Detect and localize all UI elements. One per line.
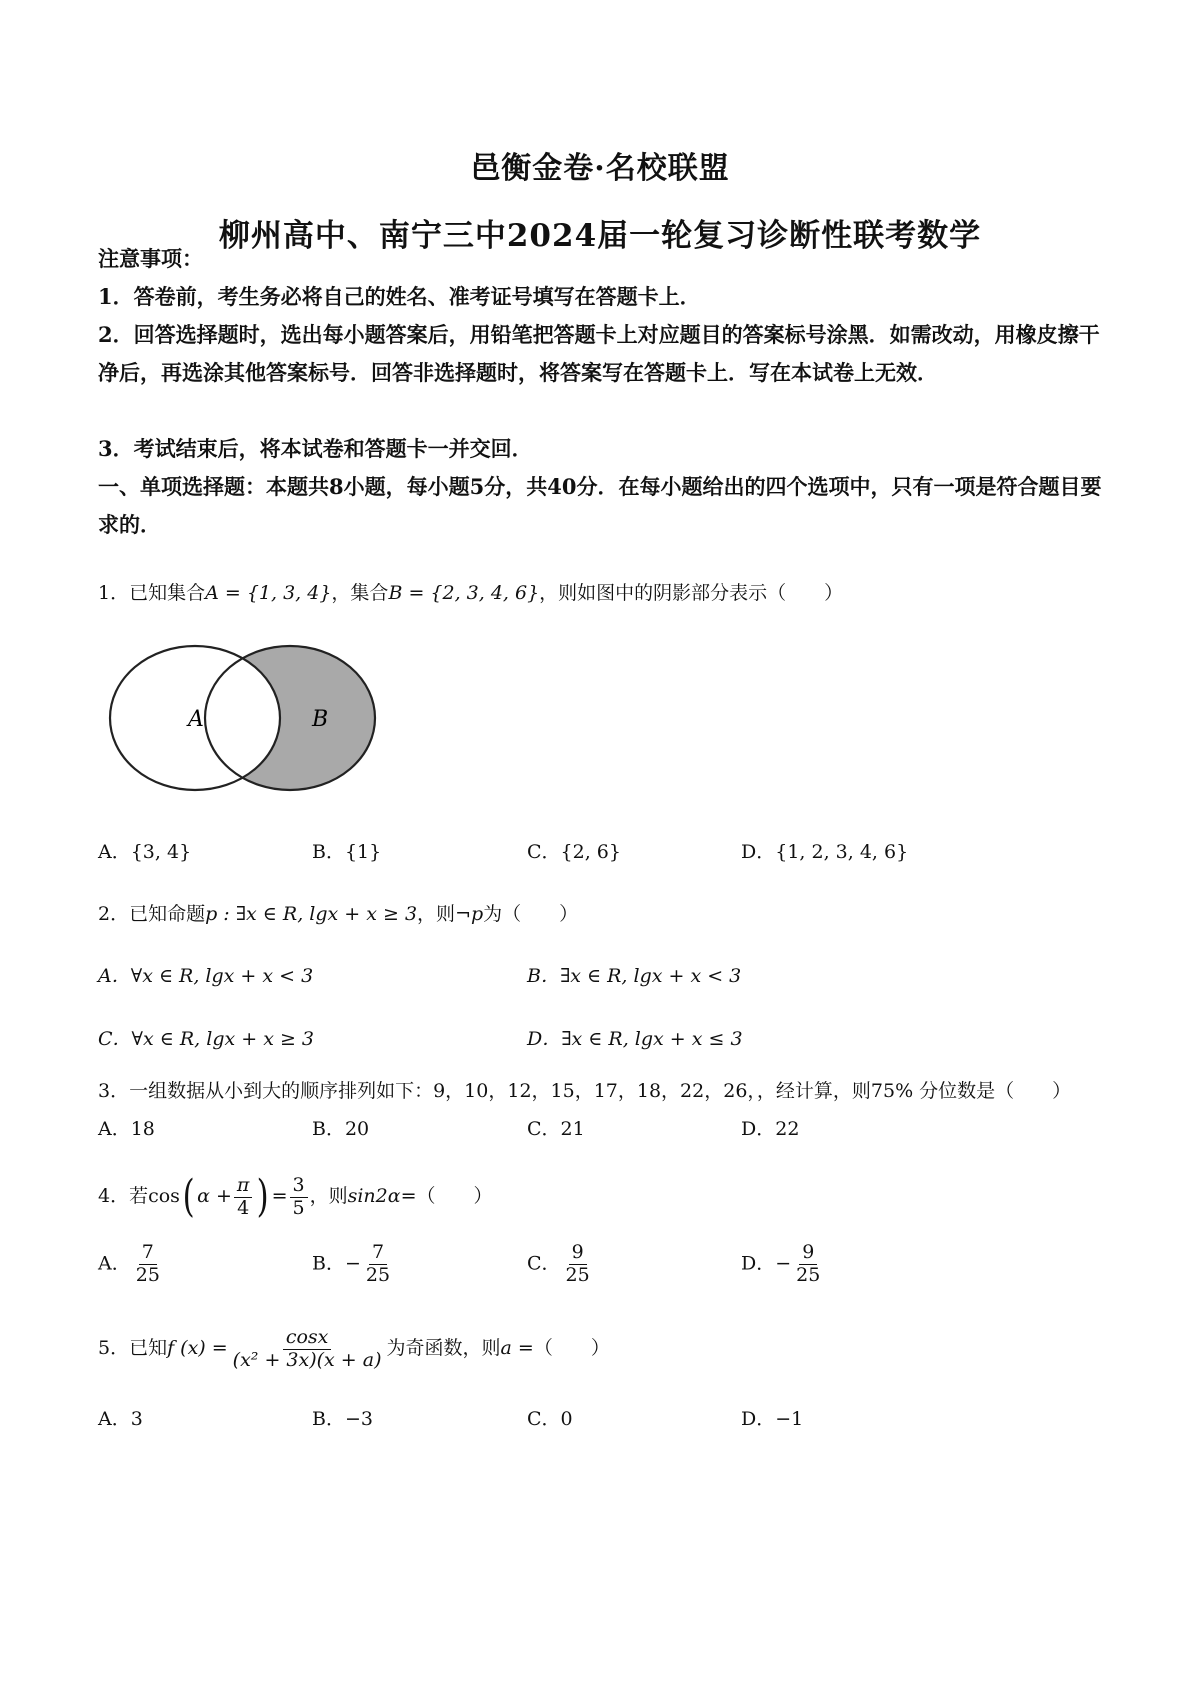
question-3-stem: 3．一组数据从小到大的顺序排列如下：9，10，12，15，17，18，22，26，，经计算，则75% 分位数是（ ） bbox=[98, 1080, 1072, 1102]
set-b: B = {2, 3, 4, 6} bbox=[388, 582, 540, 604]
question-5-stem: 5．已知f (x) = $\frac{\cos x}{\text{(x² + 3x)(x + a)}}$ 为奇函数，则a =（ ） bbox=[98, 1325, 610, 1371]
fraction-3-over-5: $\frac{3}{5}$ bbox=[290, 1175, 308, 1220]
venn-diagram bbox=[100, 630, 380, 800]
q4-option-a[interactable]: A． $\frac{7}{25}$ bbox=[98, 1241, 160, 1286]
q3-option-d[interactable]: D．22 bbox=[741, 1118, 800, 1140]
fraction-pi-over-4: $\frac{\pi}{4}$ bbox=[234, 1175, 253, 1220]
q4-option-b[interactable]: B．− $\frac{7}{25}$ bbox=[312, 1241, 391, 1286]
q5-option-c[interactable]: C．0 bbox=[527, 1408, 573, 1430]
question-1-stem: 1．已知集合A = {1, 3, 4}，集合B = {2, 3, 4, 6}，则如图中的阴影部分表示（ ） bbox=[98, 582, 844, 604]
q3-option-b[interactable]: B．20 bbox=[312, 1118, 370, 1140]
notice-item-2: 2．回答选择题时，选出每小题答案后，用铅笔把答题卡上对应题目的答案标号涂黑．如需改动，用橡皮擦干净后，再选涂其他答案标号．回答非选择题时，将答案写在答题卡上．写在本试卷上无效． bbox=[98, 322, 1100, 385]
q5-option-a[interactable]: A．3 bbox=[98, 1408, 143, 1430]
venn-label-a: A bbox=[188, 707, 204, 732]
q5-option-d[interactable]: D．−1 bbox=[741, 1408, 804, 1430]
q2-option-d[interactable]: D．∃x ∈ R, lgx + x ≤ 3 bbox=[527, 1028, 743, 1050]
set-a: A = {1, 3, 4} bbox=[205, 582, 332, 604]
q3-option-a[interactable]: A．18 bbox=[98, 1118, 155, 1140]
section-1-heading: 一、单项选择题：本题共8小题，每小题5分，共40分．在每小题给出的四个选项中，只有一项是符合题目要求的． bbox=[98, 474, 1102, 537]
q4-option-c[interactable]: C． $\frac{9}{25}$ bbox=[527, 1241, 590, 1286]
notice-heading: 注意事项： bbox=[98, 246, 203, 271]
q5-option-b[interactable]: B．−3 bbox=[312, 1408, 373, 1430]
question-4-stem: 4．若cos( α + $\frac{\pi}{4}$ ) = $\frac{3}{5}$ ，则sin2α=（ ） bbox=[98, 1171, 493, 1222]
q2-option-a[interactable]: A．∀x ∈ R, lgx + x < 3 bbox=[98, 965, 314, 987]
q2-option-b[interactable]: B．∃x ∈ R, lgx + x < 3 bbox=[527, 965, 742, 987]
proposition-p: p : ∃x ∈ R, lgx + x ≥ 3 bbox=[205, 903, 418, 925]
notice-item-3: 3．考试结束后，将本试卷和答题卡一并交回． bbox=[98, 436, 533, 461]
q3-option-c[interactable]: C．21 bbox=[527, 1118, 585, 1140]
q1-option-d[interactable]: D．{1, 2, 3, 4, 6} bbox=[741, 841, 909, 863]
exam-series-title: 邑衡金卷·名校联盟 bbox=[470, 151, 730, 186]
q1-option-c[interactable]: C．{2, 6} bbox=[527, 841, 621, 863]
fraction-f-of-x: $\frac{\cos x}{\text{(x² + 3x)(x + a)}}$ bbox=[232, 1325, 382, 1371]
q1-option-a[interactable]: A．{3, 4} bbox=[98, 841, 192, 863]
question-2-stem: 2．已知命题p : ∃x ∈ R, lgx + x ≥ 3，则¬p为（ ） bbox=[98, 903, 579, 925]
q4-option-d[interactable]: D．− $\frac{9}{25}$ bbox=[741, 1241, 821, 1286]
notice-item-1: 1．答卷前，考生务必将自己的姓名、准考证号填写在答题卡上． bbox=[98, 284, 701, 309]
negation-p: ¬p bbox=[455, 903, 484, 925]
venn-label-b: B bbox=[312, 707, 329, 732]
q1-option-b[interactable]: B．{1} bbox=[312, 841, 382, 863]
exam-title: 柳州高中、南宁三中2024届一轮复习诊断性联考数学 bbox=[218, 218, 982, 254]
q2-option-c[interactable]: C．∀x ∈ R, lgx + x ≥ 3 bbox=[98, 1028, 315, 1050]
